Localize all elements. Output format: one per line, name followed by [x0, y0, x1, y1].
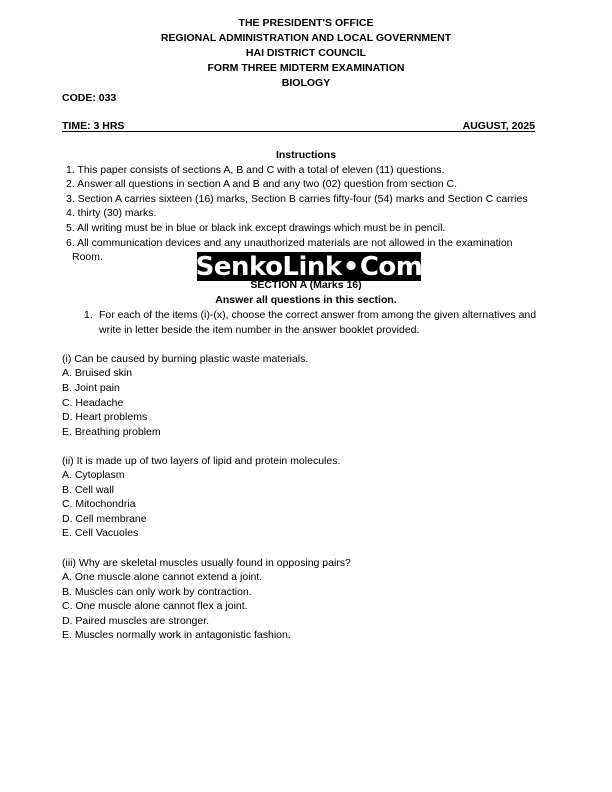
section-a-subtitle: Answer all questions in this section.	[215, 294, 397, 306]
answer-option: D. Heart problems	[62, 411, 148, 423]
instruction-item: 2. Answer all questions in section A and B and any two (02) question from section C.	[66, 178, 458, 190]
answer-option: B. Cell wall	[62, 484, 114, 496]
item-stem: (ii) It is made up of two layers of lipid and protein molecules.	[62, 455, 341, 467]
logo-text-part1: SenkoLink	[195, 251, 342, 282]
header-exam: FORM THREE MIDTERM EXAMINATION	[207, 62, 405, 74]
instruction-item: 6. All communication devices and any unauthorized materials are not allowed in the examination	[66, 237, 513, 249]
logo-text-part2: Com	[359, 251, 423, 282]
instructions-title: Instructions	[275, 149, 337, 161]
instruction-item: 3. Section A carries sixteen (16) marks, Section B carries fifty-four (54) marks and Section C carries	[66, 193, 528, 205]
answer-option: B. Muscles can only work by contraction.	[62, 586, 252, 598]
logo-dot: •	[342, 251, 359, 282]
answer-option: B. Joint pain	[62, 382, 120, 394]
answer-option: C. One muscle alone cannot flex a joint.	[62, 600, 248, 612]
exam-time: TIME: 3 HRS	[62, 120, 125, 132]
answer-option: C. Headache	[62, 397, 124, 409]
item-stem: (iii) Why are skeletal muscles usually found in opposing pairs?	[62, 557, 351, 569]
header-ministry: REGIONAL ADMINISTRATION AND LOCAL GOVERNMENT	[160, 32, 452, 44]
header-office: THE PRESIDENT'S OFFICE	[238, 17, 374, 29]
question-1-text: For each of the items (i)-(x), choose the correct answer from among the given alternatives and	[99, 309, 537, 321]
instruction-item: 5. All writing must be in blue or black ink except drawings which must be in pencil.	[66, 222, 446, 234]
answer-option: E. Muscles normally work in antagonistic fashion.	[62, 629, 291, 641]
answer-option: C. Mitochondria	[62, 498, 136, 510]
header-council: HAI DISTRICT COUNCIL	[245, 47, 367, 59]
answer-option: A. Cytoplasm	[62, 469, 125, 481]
section-a-title: SECTION A (Marks 16)	[250, 279, 362, 291]
answer-option: A. Bruised skin	[62, 367, 133, 379]
instruction-item: Room.	[72, 251, 103, 263]
answer-option: D. Cell membrane	[62, 513, 147, 525]
instruction-item: 1. This paper consists of sections A, B and C with a total of eleven (11) questions.	[66, 164, 445, 176]
question-1-number: 1.	[84, 309, 93, 321]
exam-date: AUGUST, 2025	[462, 120, 535, 132]
answer-option: E. Breathing problem	[62, 426, 161, 438]
header-subject: BIOLOGY	[281, 77, 331, 89]
answer-option: A. One muscle alone cannot extend a joint.	[62, 571, 263, 583]
answer-option: D. Paired muscles are stronger.	[62, 615, 210, 627]
instruction-item: 4. thirty (30) marks.	[66, 207, 157, 219]
answer-option: E. Cell Vacuoles	[62, 527, 139, 539]
header-rule	[62, 131, 535, 132]
senkolink-logo	[197, 252, 421, 281]
exam-code: CODE: 033	[62, 92, 117, 104]
item-stem: (i) Can be caused by burning plastic waste materials.	[62, 353, 309, 365]
question-1-text: write in letter beside the item number in the answer booklet provided.	[99, 324, 420, 336]
